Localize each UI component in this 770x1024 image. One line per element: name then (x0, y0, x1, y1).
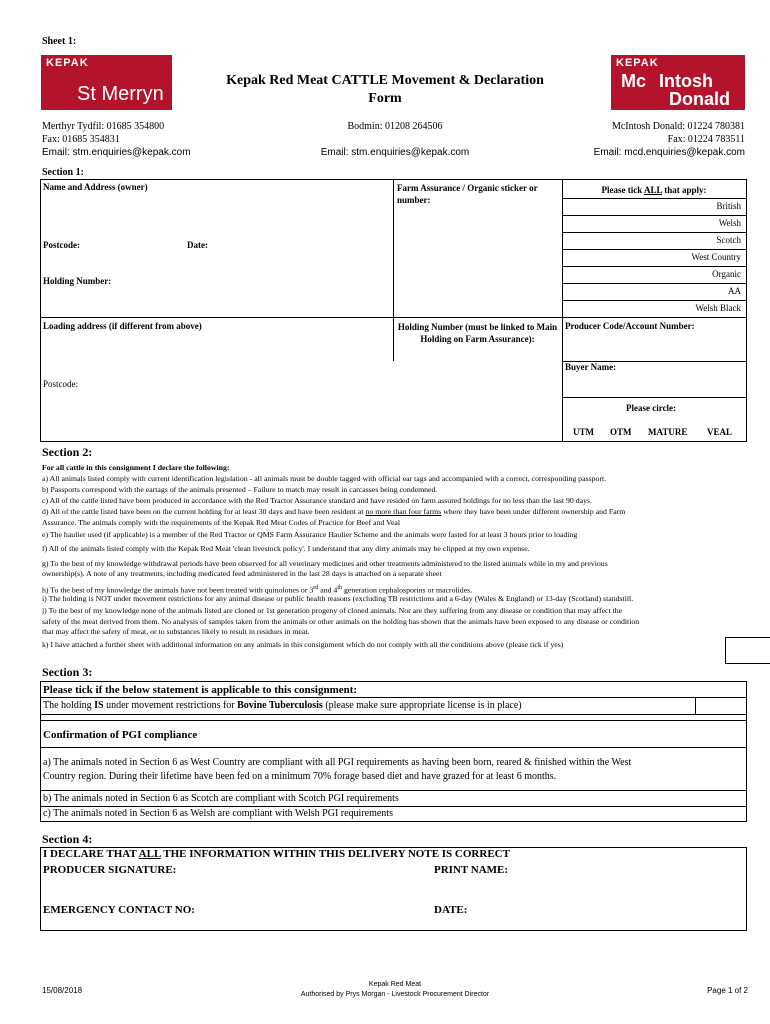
section-1-heading: Section 1: (42, 167, 84, 178)
decl-h-text-2: and 4 (318, 585, 338, 595)
logo-kepak-text: KEPAK (46, 57, 89, 69)
footer-date: 15/08/2018 (42, 986, 83, 995)
decl-e: e) The haulier used (if applicable) is a member of the Red Tractor or QMS Farm Assurance Haulier Scheme and the animals were fasted for at least 3 hours prior to loading (42, 530, 578, 539)
postcode-label: Postcode: (43, 240, 80, 250)
decl-h-sup-1: rd (313, 585, 319, 591)
tick-heading-suffix: that apply: (662, 185, 707, 195)
footer-company: Kepak Red Meat (368, 981, 422, 988)
pgi-a (43, 756, 631, 784)
right-email: Email: mcd.enquiries@kepak.com (593, 147, 745, 158)
section-3-heading: Section 3: (42, 665, 93, 679)
footer-authorised: Authorised by Prys Morgan - Livestock Procurement Director (300, 991, 490, 998)
please-circle-label: Please circle: (626, 403, 677, 413)
tick-option-organic[interactable]: Organic (712, 269, 741, 279)
declare-text-1: I DECLARE THAT (43, 848, 139, 860)
decl-k: k) I have attached a further sheet with additional information on any animals in this consignment which do not comply with all the conditions above (please tick if yes) (42, 640, 564, 649)
left-email: Email: stm.enquiries@kepak.com (42, 147, 191, 158)
section-2-heading: Section 2: (42, 445, 93, 459)
circle-option-otm[interactable]: OTM (610, 427, 632, 437)
left-phone: Merthyr Tydfil: 01685 354800 (42, 121, 165, 132)
postcode-2-label: Postcode: (43, 379, 78, 389)
tick-heading-all: ALL (643, 185, 662, 195)
additional-sheet-tick-box[interactable] (725, 637, 770, 664)
contact-middle (300, 120, 490, 159)
decl-j-line-1: j) To the best of my knowledge none of the animals listed are cloned or 1st generation progeny of cloned animals. Nor are they suffering from any disease or condition that may affect the (42, 606, 623, 615)
circle-option-veal[interactable]: VEAL (707, 427, 733, 437)
tb-text-3: (please make sure appropriate license is in place) (322, 700, 522, 711)
decl-d-text-1: d) All of the cattle listed have been on the current holding for at least 30 days and have been resident at (42, 507, 366, 516)
tick-options (562, 198, 747, 317)
pgi-b: b) The animals noted in Section 6 as Scotch are compliant with Scotch PGI requirements (43, 793, 399, 804)
decl-intro: For all cattle in this consignment I declare the following: (42, 463, 230, 472)
print-name-label: PRINT NAME: (434, 864, 509, 876)
decl-d-line-2: Assurance. The animals comply with the requirements of the Kepak Red Meat Codes of Practice for Beef and Veal (42, 518, 401, 527)
tb-statement (43, 700, 522, 711)
pgi-heading: Confirmation of PGI compliance (43, 729, 198, 741)
tick-option-welsh-black[interactable]: Welsh Black (695, 303, 741, 313)
contact-left (42, 120, 191, 159)
tick-heading (565, 185, 743, 195)
logo-st-merryn-text (77, 83, 164, 106)
buyer-name-label: Buyer Name: (565, 362, 617, 372)
name-address-field[interactable] (41, 195, 391, 315)
tb-tick-box[interactable] (696, 698, 746, 713)
footer-centre (250, 980, 540, 1000)
footer-page-number: Page 1 of 2 (707, 986, 748, 995)
tick-option-west-country[interactable]: West Country (691, 252, 741, 262)
decl-j-line-3: that may affect the safety of meat, or to substances likely to result in residues in meat. (42, 627, 310, 636)
farm-assurance-field[interactable] (395, 207, 560, 315)
kepak-mcintosh-donald-logo (611, 55, 745, 110)
logo-st-text: St (77, 83, 96, 105)
decl-f: f) All of the animals listed comply with the Kepak Red Meat 'clean livestock policy'. I understand that any dirty animals may be clipped at my own expense. (42, 544, 530, 553)
declaration-date-label: DATE: (434, 904, 468, 916)
sheet-label: Sheet 1: (42, 36, 77, 47)
decl-j-line-2: safety of the meat derived from them. No analysis of samples taken from the animals or other animals on the holding has shown that the animals have been exposed to any disease or condition (42, 617, 640, 626)
emergency-contact-label: EMERGENCY CONTACT NO: (43, 904, 195, 916)
pgi-c: c) The animals noted in Section 6 as Welsh are compliant with Welsh PGI requirements (43, 808, 393, 819)
tick-option-aa[interactable]: AA (728, 286, 741, 296)
kepak-st-merryn-logo (41, 55, 172, 110)
tick-option-british[interactable]: British (716, 201, 741, 211)
decl-d-underlined: no more than four farms (365, 507, 442, 516)
page-title (180, 72, 590, 108)
tb-text-1: The holding (43, 700, 95, 711)
pgi-a-line-1: a) The animals noted in Section 6 as West Country are compliant with all PGI requirements as having been born, reared & finished within the West (43, 757, 632, 768)
decl-h-text-3: generation cephalosporins or macrolides. (342, 585, 473, 595)
producer-signature-label: PRODUCER SIGNATURE: (43, 864, 177, 876)
holding-number-label: Holding Number: (43, 276, 112, 286)
farm-assurance-label: Farm Assurance / Organic sticker or number: (397, 183, 538, 205)
decl-g-line-2: ownership(s). A note of any treatments, including medicated feed administered in the last 28 days is attached on a separate sheet (42, 569, 442, 578)
tb-text-2: under movement restrictions for (103, 700, 238, 711)
tb-bovine-tb: Bovine Tuberculosis (237, 700, 323, 711)
loading-address-label: Loading address (if different from above) (43, 321, 202, 331)
tick-option-scotch[interactable]: Scotch (716, 235, 741, 245)
title-line-2: Form (368, 91, 402, 106)
name-address-label: Name and Address (owner) (43, 182, 148, 192)
tb-is: IS (94, 700, 104, 711)
producer-code-label: Producer Code/Account Number: (565, 321, 695, 331)
decl-i: i) The holding is NOT under movement restrictions for any animal disease or public health reasons (excluding TB restrictions and a 6-day (Wales & England) or 13-day (Scotland) standstill. (42, 594, 634, 603)
declare-text-2: THE INFORMATION WITHIN THIS DELIVERY NOTE IS CORRECT (160, 848, 510, 860)
right-phone: McIntosh Donald: 01224 780381 (611, 121, 745, 132)
logo-merryn-text: Merryn (101, 83, 164, 105)
section-3-tick-heading: Please tick if the below statement is applicable to this consignment: (43, 684, 358, 696)
logo-kepak-text-right: KEPAK (616, 57, 659, 69)
decl-d-text-2: where they have been under different ownership and Farm (441, 507, 626, 516)
mid-phone: Bodmin: 01208 264506 (347, 121, 443, 132)
decl-b: b) Passports correspond with the eartags of the animals presented – Failure to match may result in carcasses being condemned. (42, 485, 438, 494)
declaration-statement (43, 848, 510, 860)
decl-c: c) All of the cattle listed have been produced in accordance with the Red Tractor Assurance standard and have resided on farm assured holdings for no less than the last 90 days. (42, 496, 592, 505)
mid-email: Email: stm.enquiries@kepak.com (320, 147, 470, 158)
holding-linked-label: Holding Number (must be linked to Main Holding on Farm Assurance): (397, 322, 558, 344)
title-line-1: Kepak Red Meat CATTLE Movement & Declaration (226, 73, 544, 88)
right-fax: Fax: 01224 783511 (667, 134, 745, 145)
decl-a: a) All animals listed comply with current identification legislation - all animals must be double tagged with official ear tags and accompanied with a correct, corresponding passport. (42, 474, 607, 483)
decl-h-sup-2: th (337, 585, 343, 591)
declare-all: ALL (138, 848, 161, 860)
decl-g-line-1: g) To the best of my knowledge withdrawal periods have been observed for all veterinary medicines and other treatments administered to the listed animals while in my and previous (42, 559, 608, 568)
decl-h-text-1: h) To the best of my knowledge the animals have not been treated with quinolones or 3 (42, 585, 314, 595)
loading-address-field[interactable] (41, 334, 391, 439)
pgi-a-line-2: Country region. During their lifetime have been fed on a minimum 70% forage based diet and have grazed for at least 6 months. (43, 771, 557, 782)
logo-donald-text: Donald (669, 89, 730, 109)
circle-option-mature[interactable]: MATURE (648, 427, 688, 437)
date-label: Date: (187, 240, 208, 250)
contact-right (540, 120, 745, 159)
tick-heading-prefix: Please tick (601, 185, 644, 195)
logo-intosh-text: Intosh (659, 71, 713, 91)
section-4-heading: Section 4: (42, 832, 93, 846)
logo-mc-text: Mc (621, 71, 647, 91)
tick-option-welsh[interactable]: Welsh (718, 218, 741, 228)
left-fax: Fax: 01685 354831 (42, 134, 120, 145)
circle-option-utm[interactable]: UTM (573, 427, 594, 437)
decl-d (42, 507, 748, 517)
